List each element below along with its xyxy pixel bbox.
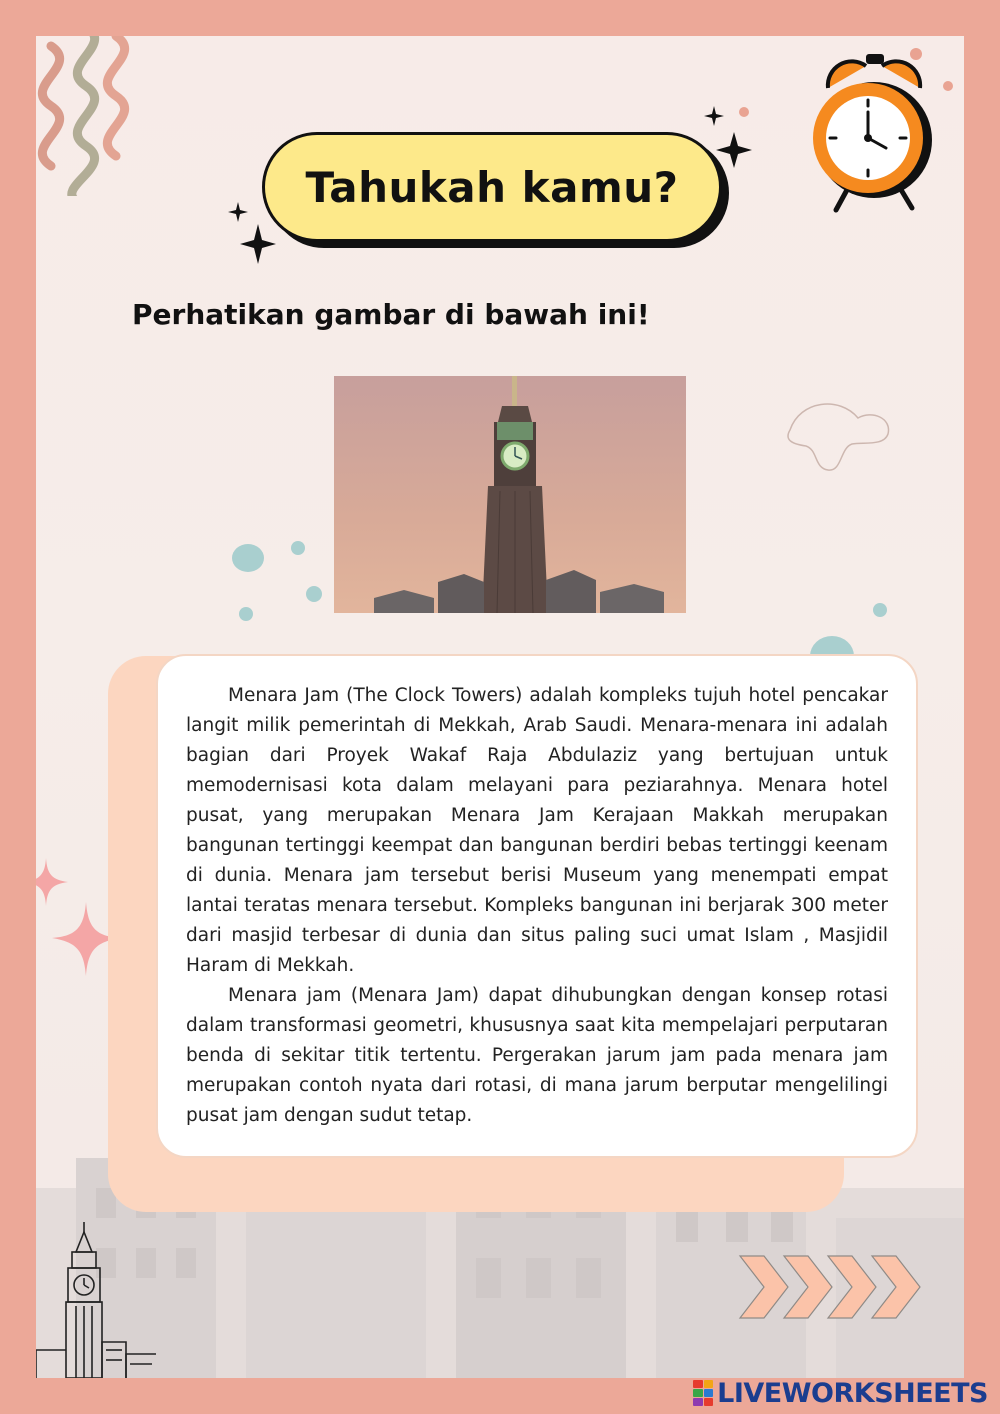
big-ben-sketch-icon (36, 1222, 156, 1378)
title-banner (262, 132, 722, 242)
worksheet-page (36, 36, 964, 1378)
blob-outline-decoration (780, 400, 900, 480)
alarm-clock-icon (808, 48, 938, 218)
chevrons-decoration (738, 1254, 934, 1320)
article-card (156, 654, 918, 1158)
teal-dots-decoration (222, 532, 342, 622)
liveworksheets-logo (693, 1376, 988, 1410)
instruction-heading: Perhatikan gambar di bawah ini! (132, 298, 650, 331)
clock-tower-photo (334, 376, 686, 613)
article-paragraph: Menara jam (Menara Jam) dapat dihubungkan dengan konsep rotasi dalam transformasi geometri, khususnya saat kita mempelajari perputaran benda di sekitar titik tertentu. Pergerakan jarum jam pada menara jam merupakan contoh nyata dari rotasi, di mana jarum berputar mengelilingi pusat jam dengan sudut tetap. (186, 985, 888, 1126)
page-title: Tahukah kamu? (305, 162, 679, 212)
logo-text: LIVEWORKSHEETS (717, 1377, 988, 1409)
article-paragraph: Menara Jam (The Clock Towers) adalah kompleks tujuh hotel pencakar langit milik pemerintah di Mekkah, Arab Saudi. Menara-menara ini adalah bagian dari Proyek Wakaf Raja Abdulaziz yang bertujuan untuk memodernisasi kota dalam melayani para peziarahnya. Menara hotel pusat, yang merupakan Menara Jam Kerajaan Makkah merupakan bangunan tertinggi keempat dan bangunan berdiri bebas tertinggi keenam di dunia. Menara jam tersebut berisi Museum yang menempati empat lantai teratas menara tersebut. Kompleks bangunan ini berjarak 300 meter dari masjid terbesar di dunia dan situs paling suci umat Islam , Masjidil Haram di Mekkah. (186, 685, 888, 976)
logo-badge-icon (693, 1380, 713, 1406)
squiggle-decoration (36, 36, 146, 196)
